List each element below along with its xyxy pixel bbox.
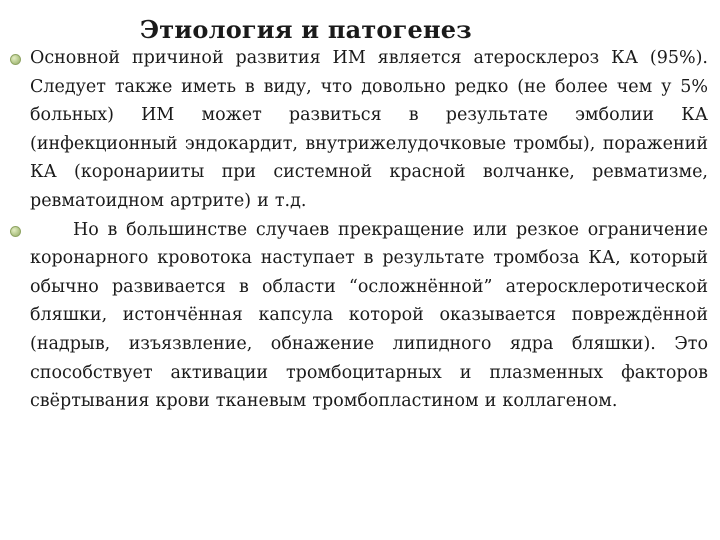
slide-title: Этиология и патогенез xyxy=(140,15,472,44)
bullet-list xyxy=(0,44,720,416)
bullet-text-pathogenesis: Но в большинстве случаев прекращение или резкое ограничение коронарного кровотока наступает в результате тромбоза КА, который обычно развивается в области “осложнённой” атеросклеротической бляшки, истончённая капсула которой оказывается повреждённой (надрыв, изъязвление, обнажение липидного ядра бляшки). Это способствует активации тромбоцитарных и плазменных факторов свёртывания крови тканевым тромбопластином и коллагеном. xyxy=(30,219,708,412)
bullet-item-etiology xyxy=(0,44,720,216)
bullet-dot-icon xyxy=(10,226,21,237)
bullet-dot-icon xyxy=(10,54,21,65)
bullet-text-etiology: Основной причиной развития ИМ является атеросклероз КА (95%). Следует также иметь в виду, что довольно редко (не более чем у 5% больных) ИМ может развиться в результате эмболии КА (инфекционный эндокардит, внутрижелудочковые тромбы), поражений КА (коронарииты при системной красной волчанке, ревматизме, ревматоидном артрите) и т.д. xyxy=(30,48,708,211)
bullet-item-pathogenesis xyxy=(0,216,720,416)
